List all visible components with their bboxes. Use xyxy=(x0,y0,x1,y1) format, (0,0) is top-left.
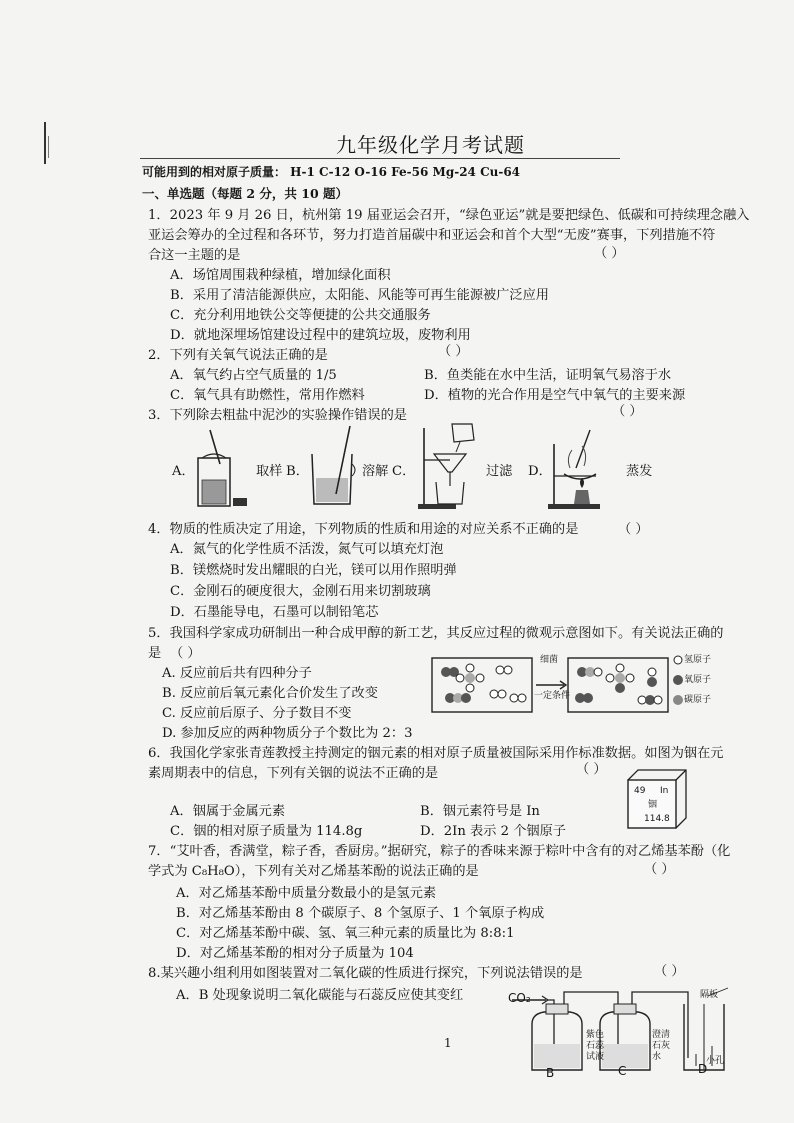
q3-label-c: C． xyxy=(392,464,416,479)
q6-element-symbol: In xyxy=(660,786,669,796)
q2-answer-blank: （ ） xyxy=(438,344,469,359)
q6-option-b: B．铟元素符号是 In xyxy=(420,804,540,819)
margin-mark-secondary xyxy=(48,136,49,158)
q1-option-d: D．就地深埋场馆建设过程中的建筑垃圾，废物利用 xyxy=(170,328,471,343)
q8-board-label: 隔板 xyxy=(700,990,719,1000)
q5-stem-line2: 是 xyxy=(148,646,162,661)
q3-sampling-diagram xyxy=(190,428,250,512)
q4-option-a: A．氮气的化学性质不活泼，氮气可以填充灯泡 xyxy=(170,542,444,557)
q6-atomic-number: 49 xyxy=(634,786,646,796)
q7-stem-line2: 学式为 C₈H₈O），下列有关对乙烯基苯酚的说法正确的是 xyxy=(148,864,479,879)
title-divider xyxy=(140,158,620,159)
q4-answer-blank: （ ） xyxy=(618,522,649,537)
q3-label-d: D． xyxy=(528,464,552,479)
q3-answer-blank: （ ） xyxy=(612,404,643,419)
q3-text-c: 过滤 xyxy=(486,464,513,479)
q1-answer-blank: （ ） xyxy=(594,246,625,261)
q6-option-a: A．铟属于金属元素 xyxy=(170,804,286,819)
q1-option-c: C．充分利用地铁公交等便捷的公共交通服务 xyxy=(170,308,431,323)
section-heading: 一、单选题（每题 2 分，共 10 题） xyxy=(142,186,349,201)
q5-legend-oxygen: 氧原子 xyxy=(684,675,712,685)
q6-answer-blank: （ ） xyxy=(576,762,607,777)
q7-option-c: C．对乙烯基苯酚中碳、氢、氧三种元素的质量比为 8:8:1 xyxy=(176,926,515,941)
q7-stem-line1: 7．“艾叶香，香满堂，粽子香，香厨房。”据研究，粽子的香味来源于粽叶中含有的对乙烯基苯酚（化 xyxy=(148,844,731,859)
q5-option-c: C. 反应前后原子、分子数目不变 xyxy=(162,706,352,721)
q8-stem: 8.某兴趣小组利用如图装置对二氧化碳的性质进行探究，下列说法错误的是 xyxy=(148,966,583,981)
q8-label-b: B xyxy=(546,1066,555,1080)
q5-stem-line1: 5．我国科学家成功研制出一种合成甲醇的新工艺，其反应过程的微观示意图如下。有关说法正确的 xyxy=(148,626,724,641)
q6-option-d: D．2In 表示 2 个铟原子 xyxy=(420,824,566,839)
q8-answer-blank: （ ） xyxy=(654,964,685,979)
q8-litmus-label: 紫色石蕊试液 xyxy=(586,1030,605,1062)
q3-label-b: B． xyxy=(286,464,309,479)
q5-option-d: D. 参加反应的两种物质分子个数比为 2：3 xyxy=(162,726,413,741)
margin-mark xyxy=(44,122,46,164)
q8-hole-label: 小孔 xyxy=(706,1056,725,1066)
q5-legend-hydrogen: 氢原子 xyxy=(684,655,712,665)
q8-option-a: A．B 处现象说明二氧化碳能与石蕊反应使其变红 xyxy=(176,988,464,1003)
q2-option-c: C．氧气具有助燃性，常用作燃料 xyxy=(170,388,365,403)
q2-option-b: B．鱼类能在水中生活，证明氧气易溶于水 xyxy=(424,368,672,383)
q6-atomic-mass: 114.8 xyxy=(644,814,670,824)
q1-stem-line1: 1．2023 年 9 月 26 日，杭州第 19 届亚运会召开，“绿色亚运”就是要把绿色、低碳和可持续理念融入 xyxy=(148,208,750,223)
q5-legend-carbon: 碳原子 xyxy=(684,695,712,705)
q7-option-b: B．对乙烯基苯酚由 8 个碳原子、8 个氢原子、1 个氧原子构成 xyxy=(176,906,545,921)
q5-condition-top: 细菌 xyxy=(540,655,559,665)
q3-filtration-diagram xyxy=(416,420,488,512)
q7-option-a: A．对乙烯基苯酚中质量分数最小的是氢元素 xyxy=(176,886,437,901)
page-title: 九年级化学月考试题 xyxy=(336,133,525,157)
q4-stem: 4．物质的性质决定了用途，下列物质的性质和用途的对应关系不正确的是 xyxy=(148,522,579,537)
q5-condition: 一定条件 xyxy=(534,691,571,701)
q3-label-a: A． xyxy=(172,464,195,479)
q3-text-b: 溶解 xyxy=(362,464,389,479)
q6-element-name: 铟 xyxy=(648,800,658,810)
q8-label-c: C xyxy=(618,1064,627,1078)
q2-option-d: D．植物的光合作用是空气中氧气的主要来源 xyxy=(424,388,686,403)
page-number: 1 xyxy=(444,1036,452,1050)
q3-evaporation-diagram xyxy=(548,424,618,512)
q1-stem-line3: 合这一主题的是 xyxy=(148,248,241,263)
q6-option-c: C．铟的相对原子质量为 114.8g xyxy=(170,824,363,839)
q8-limewater-label: 澄清石灰水 xyxy=(652,1030,671,1062)
atomic-masses: 可能用到的相对原子质量： H-1 C-12 O-16 Fe-56 Mg-24 Cu-64 xyxy=(142,165,521,179)
q8-label-d: D xyxy=(698,1062,708,1076)
q4-option-c: C．金刚石的硬度很大，金刚石用来切割玻璃 xyxy=(170,584,431,599)
q1-option-a: A．场馆周围栽种绿植，增加绿化面积 xyxy=(170,268,391,283)
q5-option-a: A. 反应前后共有四种分子 xyxy=(162,666,312,681)
q3-text-d: 蒸发 xyxy=(626,464,653,479)
q1-stem-line2: 亚运会筹办的全过程和各环节，努力打造首届碳中和亚运会和首个大型“无废”赛事，下列措施不符 xyxy=(148,228,716,243)
q3-dissolving-diagram xyxy=(306,424,360,512)
q6-stem-line1: 6．我国化学家张青莲教授主持测定的铟元素的相对原子质量被国际采用作标准数据。如图为铟在元 xyxy=(148,746,724,761)
q2-stem: 2．下列有关氧气说法正确的是 xyxy=(148,348,328,363)
q1-option-b: B．采用了清洁能源供应，太阳能、风能等可再生能源被广泛应用 xyxy=(170,288,549,303)
q6-stem-line2: 素周期表中的信息，下列有关铟的说法不正确的是 xyxy=(148,766,439,781)
q8-co2-label: CO₂ xyxy=(508,991,531,1005)
q3-text-a: 取样 xyxy=(256,464,283,479)
q7-option-d: D．对乙烯基苯酚的相对分子质量为 104 xyxy=(176,946,414,961)
q5-answer-blank: （ ） xyxy=(170,646,201,661)
q7-answer-blank: （ ） xyxy=(644,862,675,877)
q2-option-a: A．氧气约占空气质量的 1/5 xyxy=(170,368,337,383)
q5-option-b: B. 反应前后氧元素化合价发生了改变 xyxy=(162,686,378,701)
q4-option-b: B．镁燃烧时发出耀眼的白光，镁可以用作照明弹 xyxy=(170,563,457,578)
q4-option-d: D．石墨能导电，石墨可以制铅笔芯 xyxy=(170,605,379,620)
q3-stem: 3．下列除去粗盐中泥沙的实验操作错误的是 xyxy=(148,408,407,423)
